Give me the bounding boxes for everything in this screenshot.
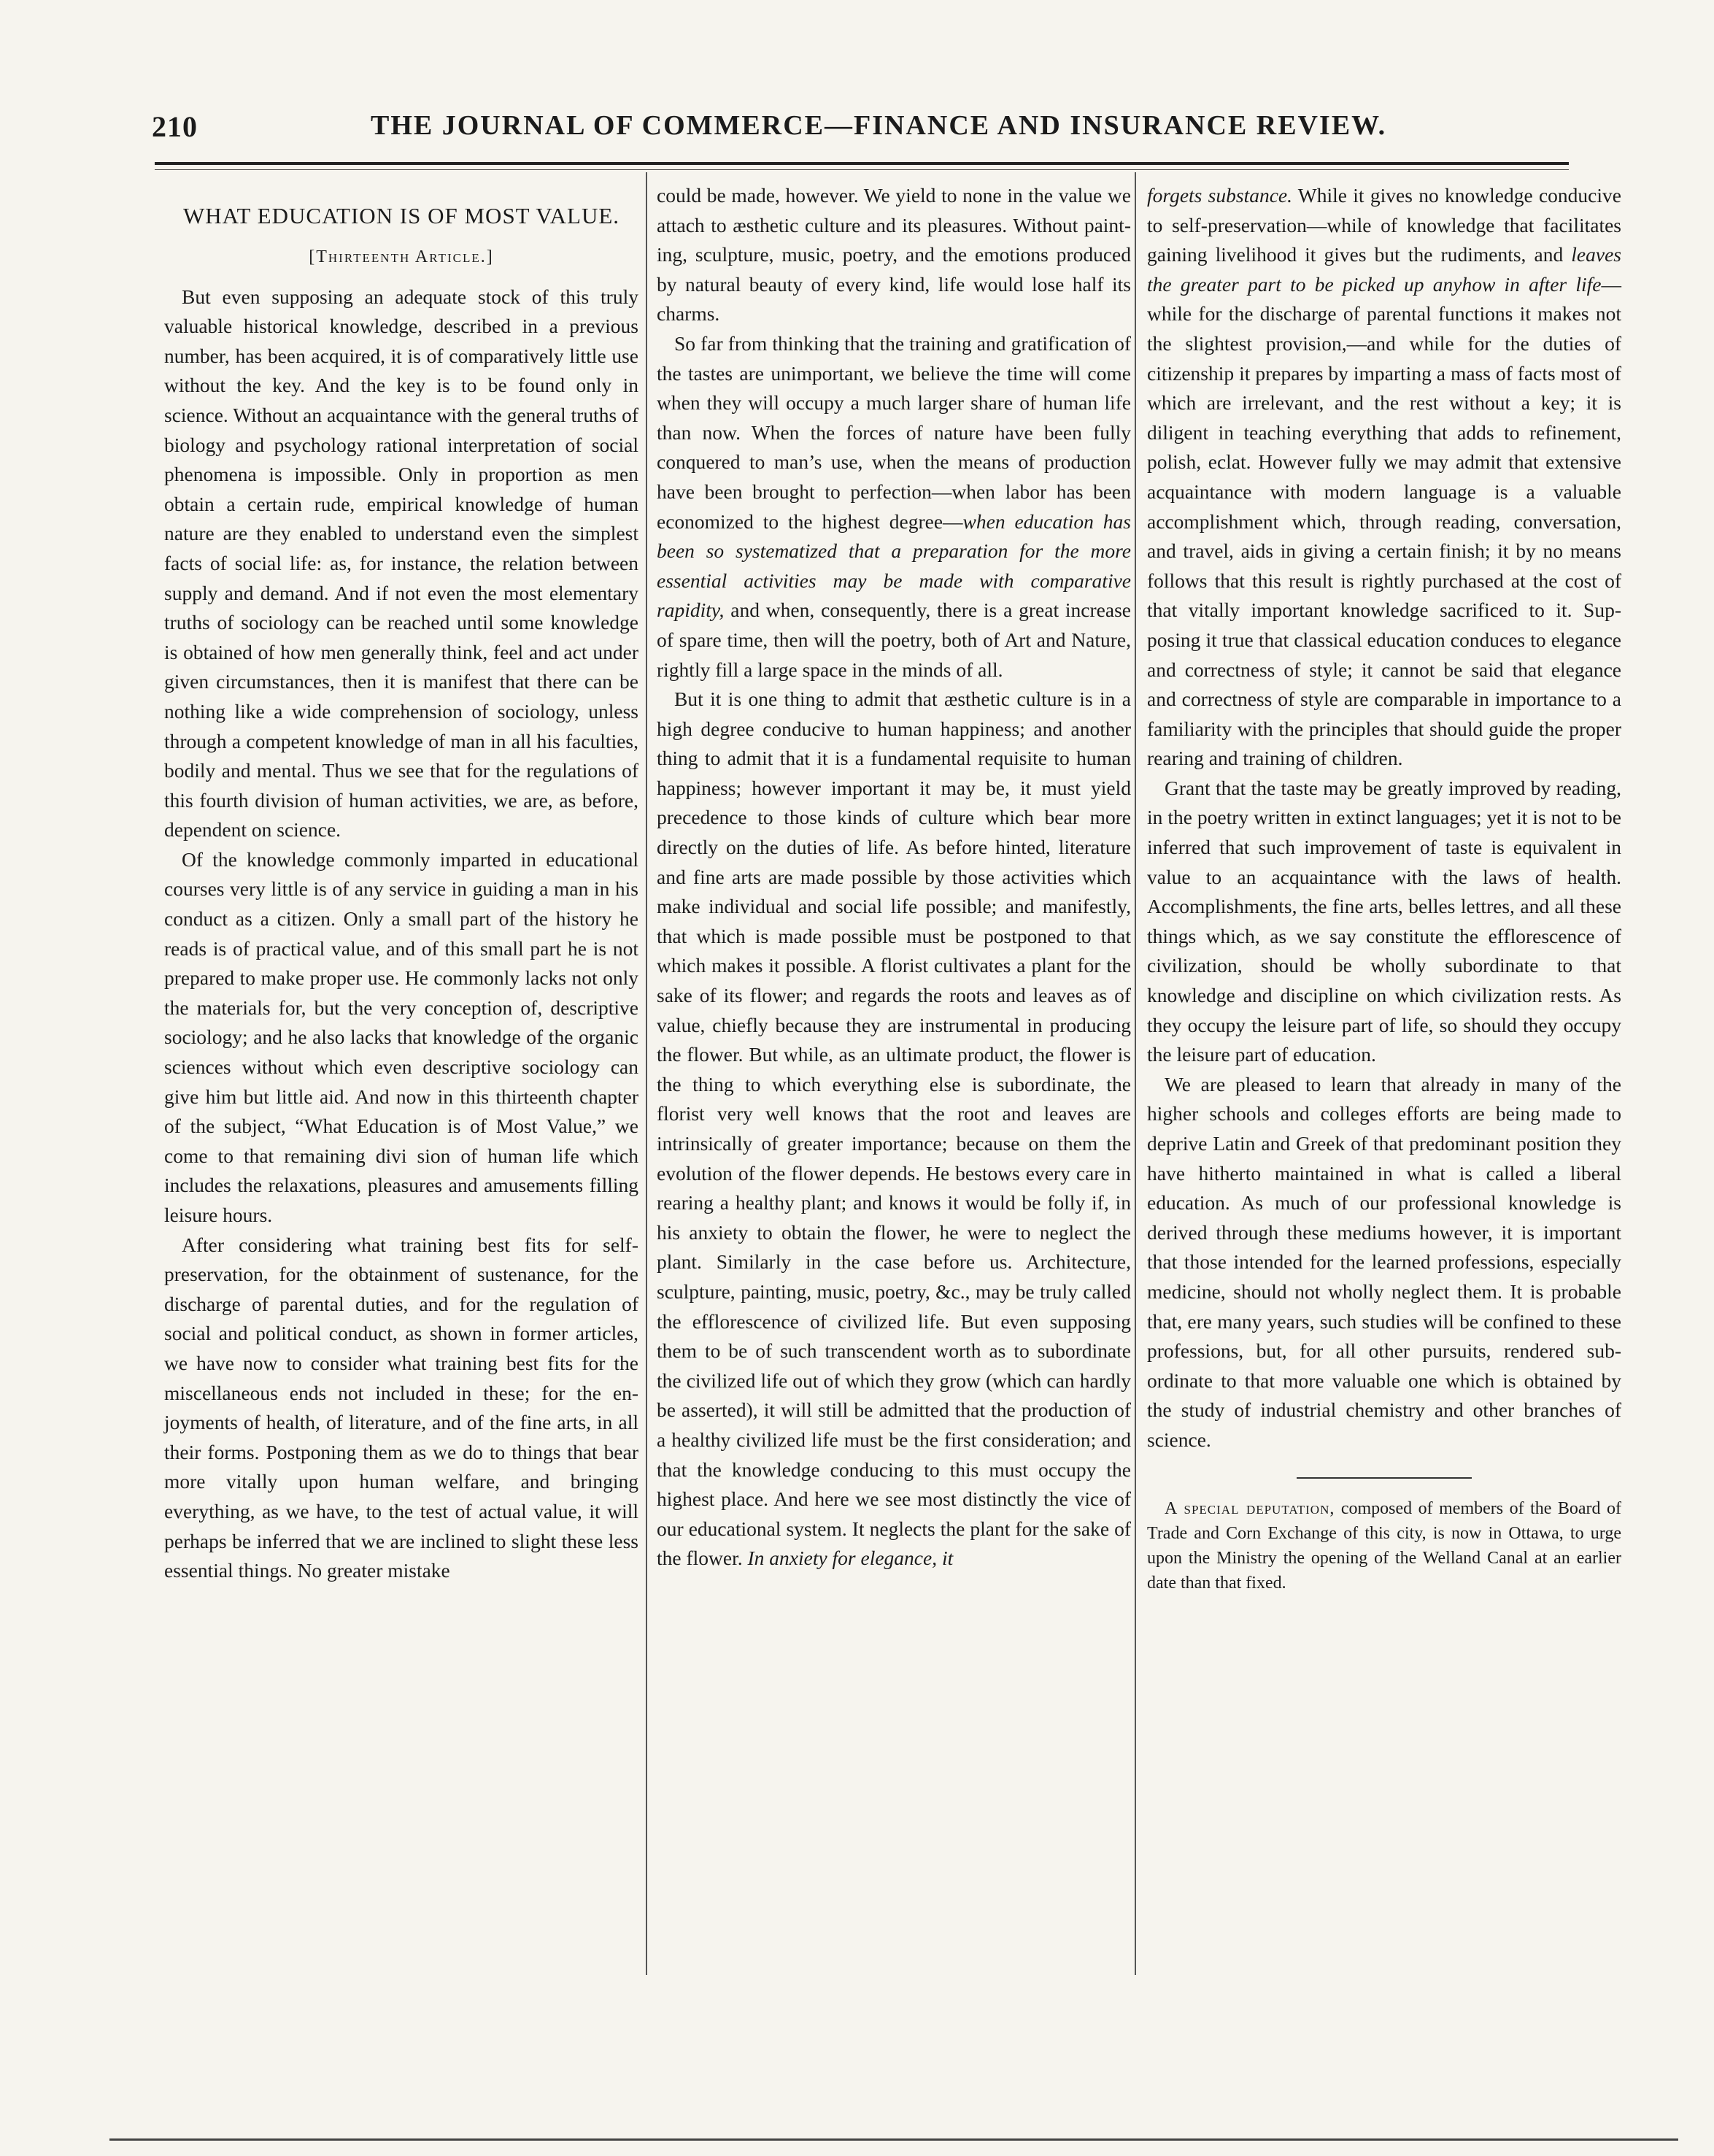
notice-lead: A special deputation, xyxy=(1165,1498,1335,1518)
paragraph-text: So far from thinking that the training and gratification of the tastes are unimportant, we believe the time will come when they will occupy a much larger share of human life than now. When the forces of nature have been fully conquered to man’s use, when the means of production have been brought to perfection—when labor has been economized to the highest degree— xyxy=(657,331,1131,533)
paragraph: But even supposing an adequate stock of this truly valuable historical knowledge, described in a previous number, has been acquired, it is of comparatively little use without the key. And the key is to be found only in science. Without an acquaintance with the general truths of biology and psychology rational interpretation of social phenomena is impossible. Only in proportion as men obtain a certain rude, empirical knowledge of human nature are they enabled to understand even the simplest facts of social life: as, for instance, the relation between supply and demand. And if not even the most elementary truths of sociology can be reached until some knowledge is obtained of how men generally think, feel and act under given circumstances, then it is manifest that there can be nothing like a wide comprehension of sociology, unless through a competent knowledge of man in all his faculties, bodily and mental. Thus we see that for the regulations of this fourth division of human activities, we are, as before, dependent on science. xyxy=(164,285,638,842)
section-divider xyxy=(1297,1477,1472,1479)
paragraph xyxy=(1147,181,1621,774)
column-divider-2 xyxy=(1135,172,1136,1975)
page-number: 210 xyxy=(152,110,198,143)
paragraph xyxy=(657,685,1131,1574)
news-notice xyxy=(1147,1496,1621,1595)
header-rule-thin xyxy=(155,169,1569,170)
emphasis-text: forgets substance. xyxy=(1147,184,1292,207)
column-2 xyxy=(657,181,1131,1574)
paragraph xyxy=(657,329,1131,685)
emphasis-text: leaves the greater part to be picked up anyhow in after life xyxy=(1147,243,1621,296)
emphasis-text: when education has been so systematized that a preparation for the more essential activities may be made with comparative rapidity, xyxy=(657,509,1131,622)
page-header xyxy=(152,109,1567,156)
paragraph: After considering what training best fits for self-preservation, for the obtainment of sustenance, for the discharge of parental duties, and for the regulation of social and political conduct, as shown in former articles, we have now to consider what training best fits for the miscellaneous ends not included in these; for the enjoyments of health, of literature, and of the fine arts, in all their forms. Postponing them as we do to things that bear more vitally upon human welfare, and bringing everything, as we have, to the test of actual value, it will perhaps be inferred that we are inclined to slight these less essential things. No greater mistake xyxy=(164,1233,638,1582)
paragraph-text: and when, consequently, there is a great increase of spare time, then will the poetry, both of Art and Nature, rightly fill a large space in the minds of all. xyxy=(657,598,1131,681)
column-1 xyxy=(164,181,638,1586)
notice-body: composed of members of the Board of Trade and Corn Exchange of this city, is now in Ottawa, to urge upon the Ministry the opening of the Welland Canal at an earlier date than that fixed. xyxy=(1147,1498,1622,1593)
header-rule-thick xyxy=(155,162,1569,165)
footer-rule xyxy=(109,2138,1678,2141)
paragraph-text: —while for the discharge of parental functions it makes not the slightest provision,—and while for the duties of citizenship it prepares by imparting a mass of facts most of which are irrelevant, and the rest without a key; it is diligent in teaching everything that adds to refinement, polish, eclat. However fully we may admit that extensive acquaintance with modern language is a valuable accomplishment which, through reading, conversation, and travel, aids in giving a certain finish; it by no means follows that this result is rightly purchased at the cost of that vitally important knowledge sacrificed to it. Supposing it true that classical education conduces to elegance and correctness of style; it cannot be said that elegance and correctness of style are comparable in importance to a familiarity with the principles that should guide the proper rearing and training of children. xyxy=(1147,272,1621,770)
article-subtitle: [Thirteenth Article.] xyxy=(309,247,494,266)
emphasis-text: In anxiety for elegance, it xyxy=(747,1547,954,1570)
paragraph: Of the knowledge commonly imparted in educational courses very little is of any service in guiding a man in his conduct as a citizen. Only a small part of the history he reads is of practical value, and of this small part he is not prepared to make proper use. He commonly lacks not only the materials for, but the very conception of, descriptive sociology; and he also lacks that knowledge of the organic sciences without which even descriptive sociology can give him but little aid. And now in this thirteenth chapter of the subject, “What Education is of Most Value,” we come to that remaining divi sion of human life which includes the relaxations, pleasures and amusements filling leisure hours. xyxy=(164,847,638,1226)
paragraph: We are pleased to learn that already in many of the higher schools and colleges efforts are being made to deprive Latin and Greek of that predominant position they have hitherto maintained in what is called a liberal education. As much of our professional knowledge is derived through these mediums however, it is important that those intended for the learned professions, especially medicine, should not wholly neglect them. It is probable that, ere many years, such studies will be confined to these professions, but, for all other pursuits, rendered subordinate to that more valuable one which is obtained by the study of industrial chemistry and other branches of science. xyxy=(1147,1072,1621,1451)
column-divider-1 xyxy=(646,172,647,1975)
paragraph: could be made, however. We yield to none in the value we attach to æsthetic culture and its pleasures. Without painting, sculpture, music, poetry, and the emotions produced by natural beauty of every kind, life would lose half its charms. xyxy=(657,184,1131,326)
paragraph-text: But it is one thing to admit that æsthetic culture is in a high degree conducive to human happiness; and another thing to admit that it is a fundamental requisite to human happiness; however important it may be, it must yield precedence to those kinds of culture which bear more directly on the duties of life. As before hinted, literature and fine arts are made possible by those activities which make individual and social life possible; and manifestly, that which is made possible must be postponed to that which makes it possible. A florist cultivates a plant for the sake of its flower; and regards the roots and leaves as of value, chiefly because they are instrumental in producing the flower. But while, as an ultimate product, the flower is the thing to which everything else is subordinate, the florist very well knows that the root and leaves are intrinsically of greater importance; because on them the evolution of the flower depends. He bestows every care in rearing a healthy plant; and knows it would be folly if, in his anxiety to obtain the flower, he were to neglect the plant. Similarly in the case before us. Architecture, sculpture, painting, music, poetry, &c., may be truly called the efflorescence of civilized life. But even supposing them to be of such transcendent worth as to subordinate the civilized life out of which they grow (which can hardly be asserted), it will still be admitted that the production of a healthy civilized life must be the first consideration; and that the knowledge conducing to this must occupy the highest place. And here we see most distinctly the vice of our educational system. It neglects the plant for the sake of the flower. xyxy=(657,688,1131,1570)
paragraph: Grant that the taste may be greatly improved by reading, in the poetry written in extinct languages; yet it is not to be inferred that such improvement of taste is equivalent in value to an acquaintance with the laws of health. Accomplishments, the fine arts, belles lettres, and all these things which, as we say constitute the efflorescence of civilization, should be wholly subordinate to that knowledge and discipline on which civilization rests. As they occupy the leisure part of life, so should they occupy the leisure part of education. xyxy=(1147,776,1621,1066)
article-title: WHAT EDUCATION IS OF MOST VALUE. xyxy=(182,203,620,228)
column-3 xyxy=(1147,181,1621,1595)
running-head: THE JOURNAL OF COMMERCE—FINANCE AND INSURANCE REVIEW. xyxy=(371,110,1387,141)
paragraph-text: While it gives no knowledge conducive to self-preservation—while of knowledge that facilitates gaining livelihood it gives but the rudiments, and xyxy=(1147,184,1621,266)
